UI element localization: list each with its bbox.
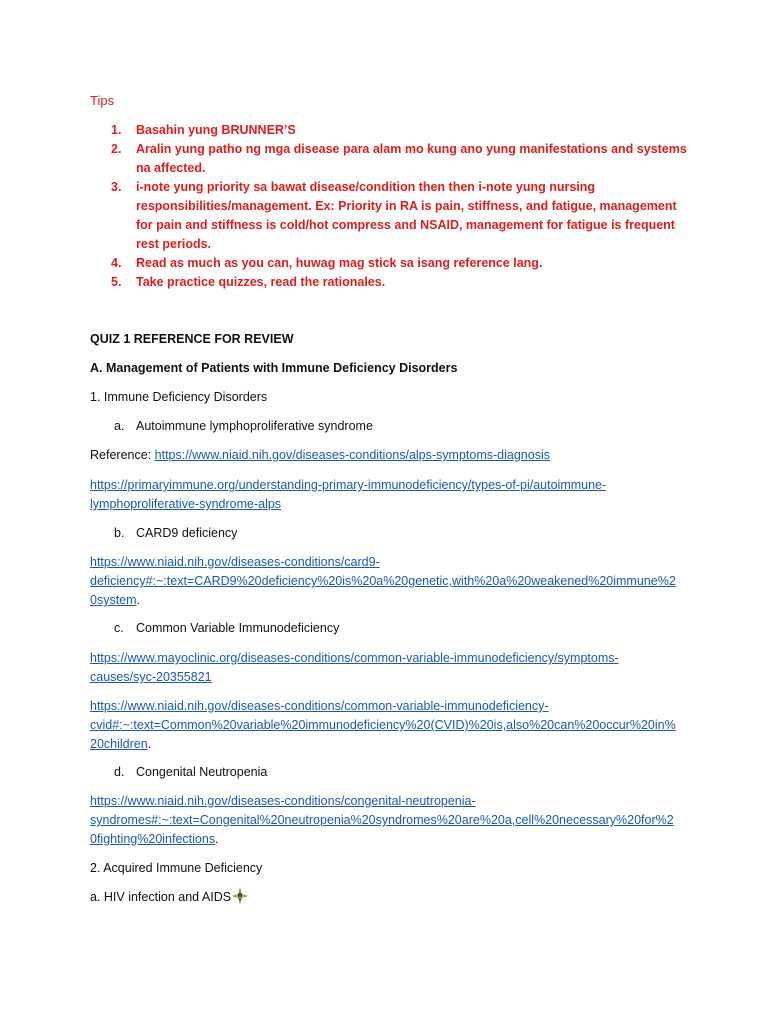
link-line[interactable]: syndromes#:~:text=Congenital%20neutropenia%20syndromes%20are%20a,cell%20necessary%20for%2 [90, 813, 674, 827]
link-line[interactable]: https://www.niaid.nih.gov/diseases-conditions/card9- [90, 555, 380, 569]
tip-text: Take practice quizzes, read the rationales. [136, 275, 386, 289]
item-label: CARD9 deficiency [136, 526, 238, 540]
item-label: Congenital Neutropenia [136, 765, 268, 779]
item-letter: c. [114, 621, 124, 635]
tip-item [90, 254, 690, 273]
item-letter: d. [114, 765, 125, 779]
link-line[interactable]: https://primaryimmune.org/understanding-primary-immunodeficiency/types-of-pi/autoimmune- [90, 478, 607, 492]
period: . [136, 593, 141, 607]
tip-text: i-note yung priority sa bawat disease/condition then then i-note yung nursing responsibilities/management. Ex: Priority in RA is pain, stiffness, and fatigue, management for pain and stiffness is cold/hot compress and NSAID, management for fatigue is frequent rest periods. [136, 180, 677, 251]
reference-label: Reference: [90, 448, 152, 462]
cvid-link-mayoclinic[interactable] [90, 649, 690, 687]
tip-number: 5. [111, 275, 122, 289]
link-line[interactable]: causes/syc-20355821 [90, 670, 212, 684]
tip-text: Basahin yung BRUNNER’S [136, 123, 296, 137]
item-cvid [114, 619, 339, 638]
tip-item [90, 273, 690, 292]
alps-link-niaid[interactable]: https://www.niaid.nih.gov/diseases-conditions/alps-symptoms-diagnosis [154, 448, 550, 462]
hiv-label: a. HIV infection and AIDS [90, 890, 232, 904]
tips-list [90, 121, 690, 292]
tip-text: Aralin yung patho ng mga disease para alam mo kung ano yung manifestations and systems na affected. [136, 142, 687, 175]
tip-number: 3. [111, 180, 122, 194]
card9-link[interactable] [90, 553, 690, 610]
reference-line [90, 446, 690, 465]
tip-item [90, 140, 690, 178]
tip-item [90, 178, 690, 254]
item-letter: b. [114, 526, 125, 540]
item-label: Autoimmune lymphoproliferative syndrome [136, 419, 373, 433]
link-line[interactable]: https://www.niaid.nih.gov/diseases-conditions/common-variable-immunodeficiency- [90, 699, 549, 713]
sparkle-fairy-icon [232, 888, 248, 904]
neutropenia-link[interactable] [90, 792, 690, 849]
item-label: Common Variable Immunodeficiency [136, 621, 340, 635]
cvid-link-niaid[interactable] [90, 697, 690, 754]
link-line[interactable]: 0system [90, 593, 137, 607]
link-line[interactable]: 20children [90, 737, 148, 751]
section-a-heading: A. Management of Patients with Immune Deficiency Disorders [90, 361, 458, 375]
tip-item [90, 121, 690, 140]
item-neutropenia [114, 763, 267, 782]
link-line[interactable]: lymphoproliferative-syndrome-alps [90, 497, 282, 511]
period: . [215, 832, 219, 846]
period: . [147, 737, 152, 751]
hiv-line [90, 888, 690, 907]
item-card9 [114, 524, 237, 543]
quiz-title: QUIZ 1 REFERENCE FOR REVIEW [90, 332, 294, 346]
subheading-acquired-immune-deficiency: 2. Acquired Immune Deficiency [90, 861, 263, 875]
tip-number: 4. [111, 256, 122, 270]
alps-link-primaryimmune[interactable] [90, 476, 690, 514]
tips-title: Tips [90, 93, 115, 108]
link-line[interactable]: 0fighting%20infections [90, 832, 216, 846]
link-line[interactable]: https://www.niaid.nih.gov/diseases-conditions/congenital-neutropenia- [90, 794, 476, 808]
tip-text: Read as much as you can, huwag mag stick sa isang reference lang. [136, 256, 543, 270]
item-letter: a. [114, 419, 125, 433]
subheading-immune-deficiency-disorders: 1. Immune Deficiency Disorders [90, 390, 268, 404]
link-line[interactable]: https://www.mayoclinic.org/diseases-conditions/common-variable-immunodeficiency/symptoms- [90, 651, 619, 665]
tip-number: 1. [111, 123, 122, 137]
tip-number: 2. [111, 142, 122, 156]
item-alps [114, 417, 373, 436]
link-line[interactable]: cvid#:~:text=Common%20variable%20immunodeficiency%20(CVID)%20is,also%20can%20occur%20in% [90, 718, 676, 732]
link-line[interactable]: deficiency#:~:text=CARD9%20deficiency%20is%20a%20genetic,with%20a%20weakened%20immune%2 [90, 574, 676, 588]
